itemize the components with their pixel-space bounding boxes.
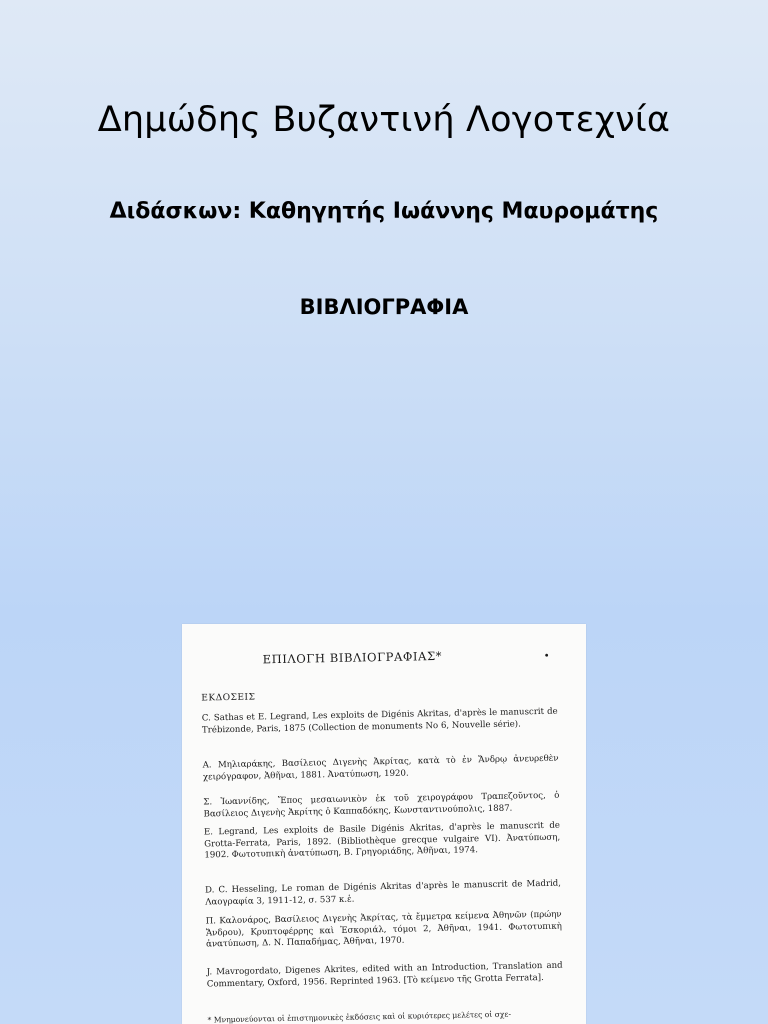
scan-page [182, 624, 586, 1024]
bibliography-entry: Α. Μηλιαράκης, Βασίλειος Διγενὴς Ἀκρίτας, κατὰ τὸ ἐν Ἄνδρῳ ἀνευρεθὲν χειρόγραφον, Ἀθῆναι, 1881. Ἀνατύπωση, 1920. [202, 753, 559, 783]
bibliography-entry: C. Sathas et E. Legrand, Les exploits de Digénis Akritas, d'après le manuscrit de Trébizonde, Paris, 1875 (Collection de monuments No 6, Nouvelle série). [201, 706, 558, 736]
scan-section-heading: ΕΚΔΟΣΕΙΣ [201, 692, 256, 704]
slide-subtitle: Διδάσκων: Καθηγητής Ιωάννης Μαυρομάτης [109, 199, 659, 224]
bibliography-entry: Π. Καλονάρος, Βασίλειος Διγενὴς Ἀκρίτας, τὰ ἔμμετρα κείμενα Ἀθηνῶν (πρώην Ἄνδρου), Κρυπτοφέρρης καὶ Ἐσκοριάλ, τόμοι 2, Ἀθῆναι, 1941. Φωτοτυπικὴ ἀνατύπωση, Δ. Ν. Παπαδήμας, Ἀθῆναι, 1970. [205, 909, 562, 950]
bibliography-heading: ΒΙΒΛΙΟΓΡΑΦΙΑ [299, 295, 469, 319]
bibliography-entry: E. Legrand, Les exploits de Basile Digénis Akritas, d'après le manuscrit de Grotta-Ferrata, Paris, 1892. (Bibliothèque grecque vulgaire VI). Ἀνατύπωση, 1902. Φωτοτυπικὴ ἀνατύπωση, Β. Γρηγοριάδης, Ἀθῆναι, 1974. [203, 820, 561, 861]
bibliography-entry: D. C. Hesseling, Le roman de Digénis Akritas d'après le manuscrit de Madrid, Λαογραφία 3, 1911-12, σ. 537 κ.ἑ. [204, 878, 562, 908]
footnote: * Μνημονεύονται οἱ ἐπιστημονικὲς ἐκδόσεις καὶ οἱ κυριότερες μελέτες οἱ σχε- [207, 1009, 512, 1024]
bibliography-entry: J. Mavrogordato, Digenes Akrites, edited with an Introduction, Translation and Commentary, Oxford, 1956. Reprinted 1963. [Τὸ κείμενο τῆς Grotta Ferrata]. [206, 960, 563, 990]
bibliography-scan-image [182, 624, 586, 1024]
bibliography-entry: Σ. Ἰωαννίδης, Ἔπος μεσαιωνικὸν ἐκ τοῦ χειρογράφου Τραπεζοῦντος, ὁ Βασίλειος Διγενὴς Ἀκρίτης ὁ Καππαδόκης, Κωνσταντινούπολις, 1887. [203, 790, 560, 820]
scan-title: ΕΠΙΛΟΓΗ ΒΙΒΛΙΟΓΡΑΦΙΑΣ* [262, 648, 443, 667]
scan-mark: • [543, 650, 550, 662]
slide-title: Δημώδης Βυζαντινή Λογοτεχνία [97, 100, 671, 140]
